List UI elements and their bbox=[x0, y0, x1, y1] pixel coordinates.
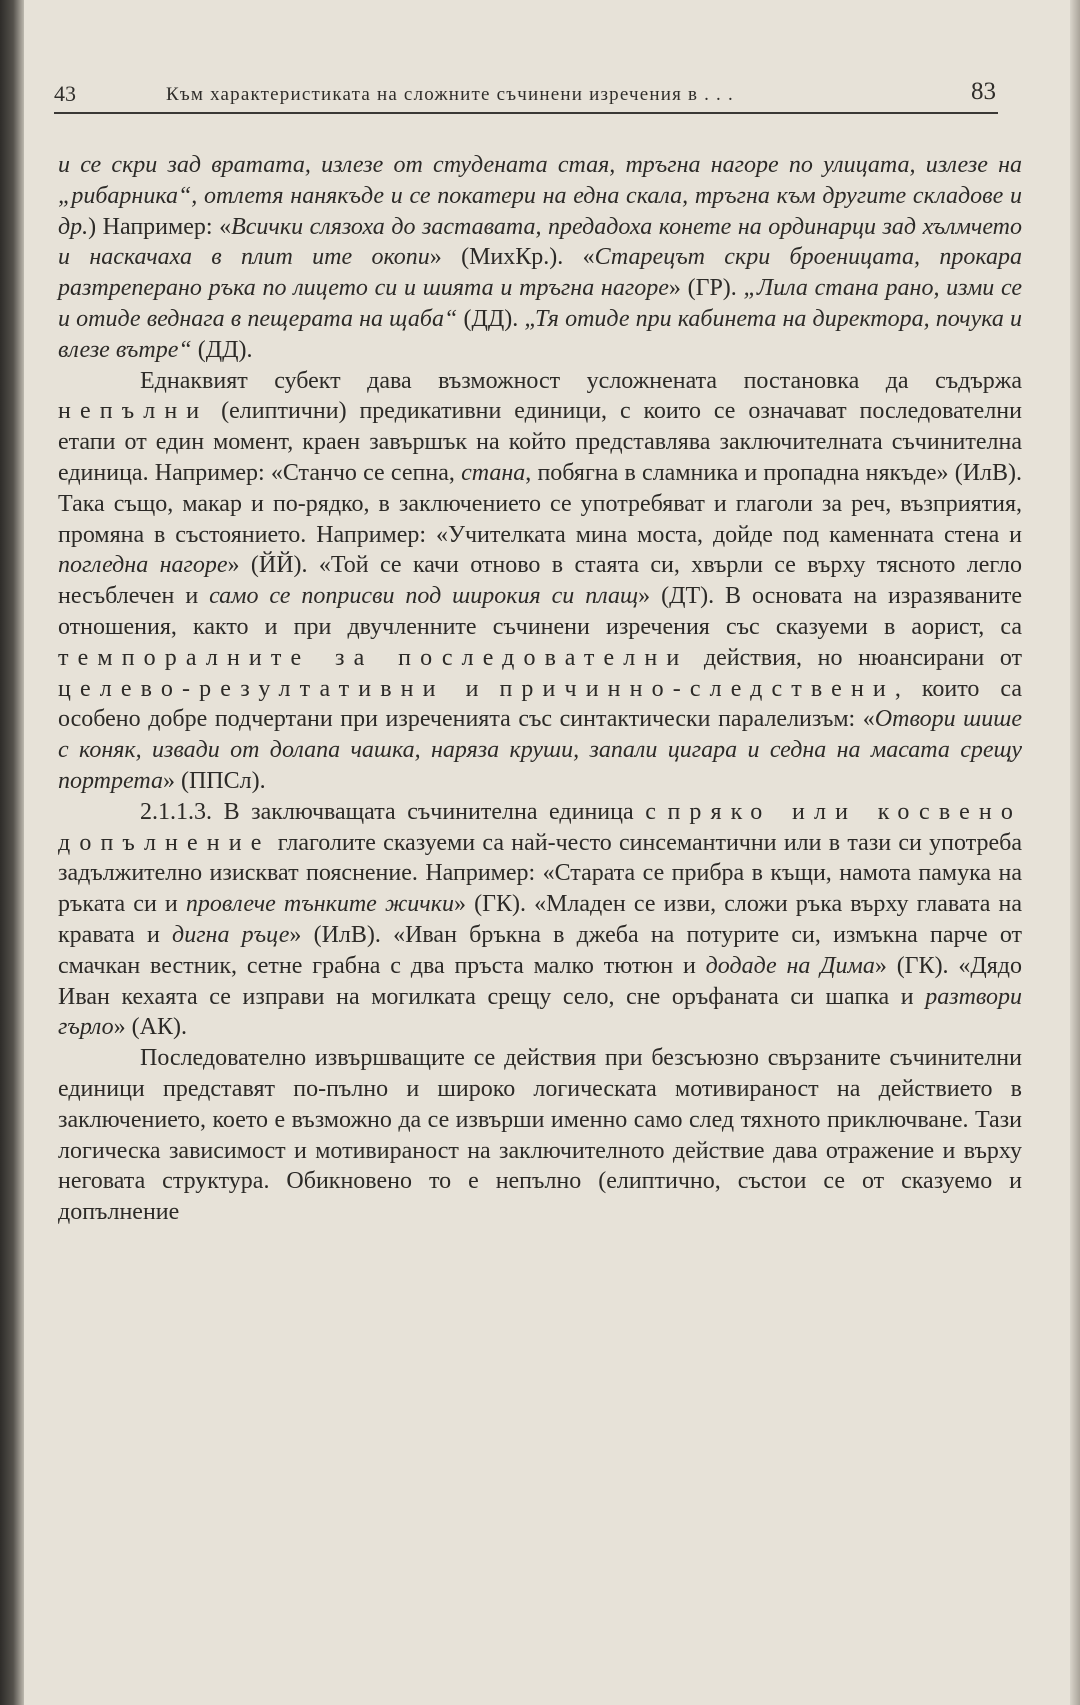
italic-quote: провлече тънките жички bbox=[185, 891, 454, 918]
body-text bbox=[58, 150, 1022, 1228]
paragraph-1 bbox=[58, 150, 1022, 366]
text-segment: (ДД). bbox=[191, 336, 253, 363]
italic-quote: „Лила стана рано, изми се и отиде веднага в пещерата на щаба“ bbox=[58, 275, 1022, 332]
paragraph-3 bbox=[58, 797, 1022, 1043]
text-segment: (ДД). bbox=[457, 305, 525, 332]
italic-quote: дигна ръце bbox=[172, 921, 290, 948]
text-segment: » (ИлВ). «Иван бръкна в джеба на потурите си, измъкна парче от смачкан вестник, сетне грабна с два пръста малко тютюн и bbox=[58, 921, 1023, 979]
text-segment: » (ГК). «Младен се изви, сложи ръка върху главата на кравата и bbox=[58, 891, 1023, 948]
italic-quote: „Тя отиде при кабинета на директора, почука и влезе вътре“ bbox=[58, 305, 1022, 363]
spaced-emphasis: пряко или косвено допълнение bbox=[58, 798, 1022, 856]
text-segment: , побягна в сламника и пропадна някъде» (ИлВ). Така също, макар и по-рядко, в заключението се употребяват и глаголи за реч, възприятия, промяна в състоянието. Например: «Учителката мина моста, дойде под каменната стена и bbox=[58, 459, 1022, 548]
text-segment: Еднаквият субект дава възможност усложнената постановка да съдържа bbox=[140, 367, 1022, 394]
text-segment: » (АК). bbox=[113, 1014, 187, 1041]
italic-quote: додаде на Дима bbox=[705, 952, 875, 979]
running-header bbox=[54, 78, 1000, 108]
italic-quote: погледна нагоре bbox=[58, 552, 228, 579]
paragraph-4 bbox=[58, 1043, 1022, 1228]
italic-quote: разтвори гърло bbox=[58, 983, 1022, 1041]
text-segment: » (МихКр.). « bbox=[429, 244, 595, 271]
page-edge-shadow bbox=[1070, 0, 1080, 1705]
spaced-emphasis: причинно-следствени bbox=[499, 675, 895, 702]
text-segment: действия, но нюансирани от bbox=[688, 644, 1022, 671]
text-segment: » (ЙЙ). «Той се качи отново в стаята си, хвърли се върху тясното легло несъблечен и bbox=[58, 552, 1023, 610]
text-segment: » (ППСл). bbox=[162, 767, 266, 794]
header-rule bbox=[54, 112, 998, 114]
italic-quote: Отвори шише с коняк, извади от долапа чашка, наряза круши, запали цигара и седна на масата срещу портрета bbox=[58, 706, 1023, 794]
text-segment: глаголите сказуеми са най-често синсемантични или в тази си употреба задължително изискват пояснение. Например: «Старата се прибра в къщи, намота памука на ръката си и bbox=[58, 829, 1022, 918]
italic-quote: Всички слязоха до заставата, предадоха конете на ординарци зад хълмчето и наскачаха в плит ите окопи bbox=[58, 213, 1023, 271]
spaced-emphasis: темпоралните за последователни bbox=[58, 644, 689, 671]
paragraph-2 bbox=[58, 366, 1022, 797]
page-binding-shadow bbox=[0, 0, 24, 1705]
text-segment: , които са особено добре подчертани при изреченията със синтактически паралелизъм: « bbox=[58, 675, 1022, 733]
text-segment: » (ДТ). В основата на изразяваните отношения, както и при двучленните съчинени изречения със сказуеми в аорист, са bbox=[58, 583, 1022, 640]
italic-quote: само се поприсви под широкия си плащ bbox=[209, 583, 639, 610]
italic-quote: Старецът скри броеницата, прокара разтреперано ръка по лицето си и шията и тръгна нагоре bbox=[58, 244, 1022, 302]
italic-quote: стана bbox=[461, 459, 526, 486]
header-left-number: 43 bbox=[54, 81, 76, 106]
text-segment: » (ГК). «Дядо Иван кехаята се изправи на могилката срещу село, сне оръфаната си шапка и bbox=[58, 952, 1023, 1010]
text-segment: (елиптични) предикативни единици, с които се означават последователни етапи от един момент, краен завършък на който представлява заключителната съчинителна единица. Например: «Станчо се сепна, bbox=[58, 398, 1022, 486]
text-segment: ) Например: « bbox=[88, 213, 232, 240]
text-segment: и bbox=[444, 675, 500, 702]
running-title: Към характеристиката на сложните съчинени изречения в . . . bbox=[166, 84, 734, 105]
text-segment: » (ГР). bbox=[668, 275, 744, 302]
page-number: 83 bbox=[971, 78, 996, 105]
text-segment: 2.1.1.3. В заключващата съчинителна единица с bbox=[140, 798, 668, 825]
italic-quote: и се скри зад вратата, излезе от студената стая, тръгна нагоре по улицата, излезе на „рибарника“, отлетя нанякъде и се покатери на една скала, тръгна към другите складове и др. bbox=[58, 152, 1022, 240]
spaced-emphasis: непълни bbox=[58, 398, 209, 425]
text-segment: Последователно извършващите се действия при безсъюзно свързаните съчинителни единици представят по-пълно и широко логическата мотивираност на действието в заключението, което е възможно да се извърши именно само след тяхното приключване. Тази логическа зависимост и мотивираност на заключителното действие дава отражение и върху неговата структура. Обикновено то е непълно (елиптично, състои се от сказуемо и допълнение bbox=[58, 1045, 1022, 1226]
spaced-emphasis: целево-резултативни bbox=[58, 675, 445, 702]
